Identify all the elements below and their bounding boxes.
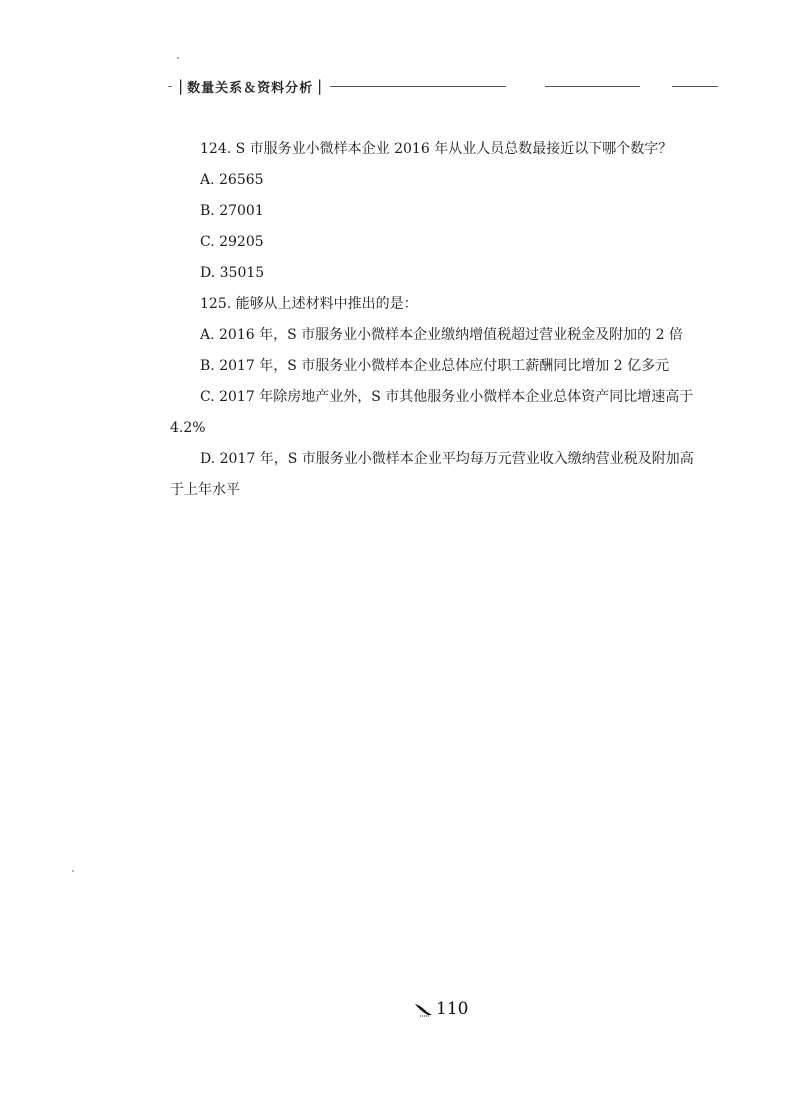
question-125-option-a: A. 2016 年，S 市服务业小微样本企业缴纳增值税超过营业税金及附加的 2 倍 [200,327,683,343]
scan-speck [177,57,179,59]
question-content [170,134,722,506]
option-line-continued: 于上年水平 [170,482,240,498]
question-125-stem: 125. 能够从上述材料中推出的是： [200,296,418,312]
header-bracket-open: | [178,77,184,95]
header-rule [545,86,640,87]
running-header [168,76,322,96]
question-125-option-c [170,382,722,444]
question-124-option-b: B. 27001 [200,203,264,219]
page-number: 110 [436,999,469,1019]
question-124-stem: 124. S 市服务业小微样本企业 2016 年从业人员总数最接近以下哪个数字？ [200,141,673,157]
option-line: C. 2017 年除房地产业外，S 市其他服务业小微样本企业总体资产同比增速高于 [200,389,694,405]
header-bracket-close: | [317,77,323,95]
question-125-option-d [170,444,722,506]
page-footer [414,1000,468,1018]
option-line: D. 2017 年，S 市服务业小微样本企业平均每万元营业收入缴纳营业税及附加高 [200,451,694,467]
question-124-option-c: C. 29205 [200,234,264,250]
question-124-option-d: D. 35015 [200,265,265,281]
scan-speck [72,870,74,872]
header-dash: - [168,79,173,93]
header-rule [672,86,718,87]
header-rule [330,86,506,87]
option-line-continued: 4.2% [170,420,206,436]
header-title: 数量关系＆资料分析 [187,80,314,96]
bird-logo-icon [414,1002,434,1018]
question-125-option-b: B. 2017 年，S 市服务业小微样本企业总体应付职工薪酬同比增加 2 亿多元 [200,358,670,374]
question-124-option-a: A. 26565 [200,172,264,188]
